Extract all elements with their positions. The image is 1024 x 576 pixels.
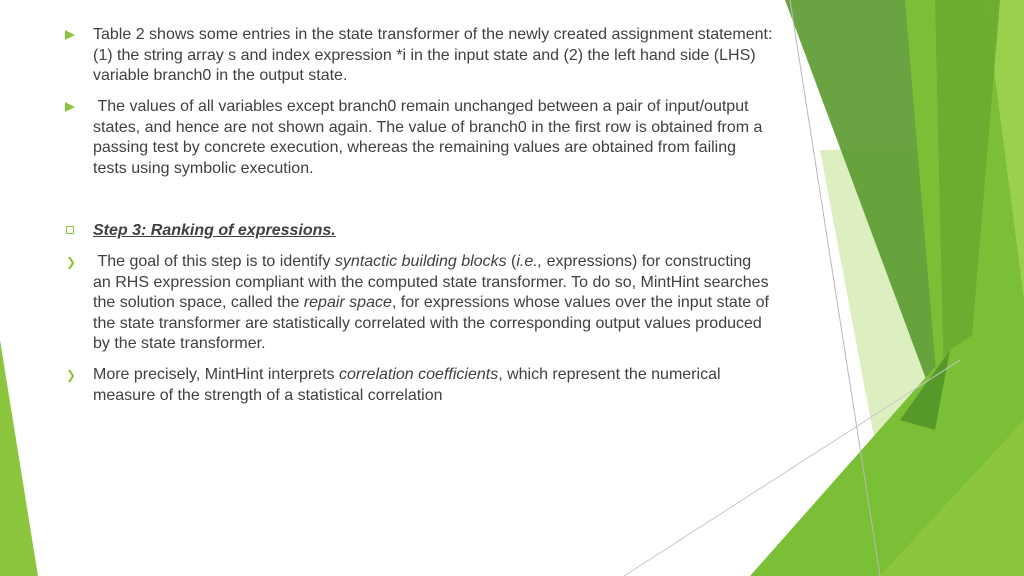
chevron-right-icon: ❯ (66, 368, 77, 382)
sub-bullet-1-emphasis1: syntactic building blocks (334, 253, 507, 270)
sub-bullet-1-emphasis2: i.e., (516, 253, 543, 270)
sub-bullet-2-text (93, 365, 773, 406)
sub-bullet-1-emphasis3: repair space (303, 294, 392, 311)
left-edge-triangle (0, 340, 38, 576)
triangle-icon (65, 30, 75, 40)
sub-bullet-1-part4: , for expressions whose values over the input state of the state transformer are statistically correlated with the corresponding output values produced by the state transformer. (93, 294, 774, 352)
sub-bullet-1-part3: expressions) for constructing an RHS expression compliant with the computed state transformer. To do so, MintHint searches the solution space, called the (93, 253, 774, 311)
triangle-icon (65, 102, 75, 112)
sub-bullet-1-part2: ( (506, 253, 517, 270)
bullet-2-text: The values of all variables except branch0 remain unchanged between a pair of input/output states, and hence are not shown again. The value of branch0 in the first row is obtained from a passing test by concrete execution, whereas the remaining values are obtained from failing tests using symbolic execution. (93, 98, 767, 177)
hollow-square-icon (66, 226, 74, 234)
step-heading: Step 3: Ranking of expressions. (93, 222, 336, 239)
bullet-1-text: Table 2 shows some entries in the state transformer of the newly created assignment statement: (1) the string array s and index expression *i in the input state and (2) the left hand side (LHS) variable branch0 in the output state. (93, 26, 773, 84)
sub-bullet-2-part2: , which represent the numerical measure of the strength of a statistical correlation (93, 366, 725, 404)
sub-bullet-1-part1: The goal of this step is to identify (93, 253, 335, 270)
sub-bullet-1-text (93, 252, 773, 355)
sub-bullet-2-emphasis1: correlation coefficients (339, 366, 499, 383)
chevron-right-icon: ❯ (66, 255, 77, 269)
sub-bullet-2-part1: More precisely, MintHint interprets (93, 366, 339, 383)
